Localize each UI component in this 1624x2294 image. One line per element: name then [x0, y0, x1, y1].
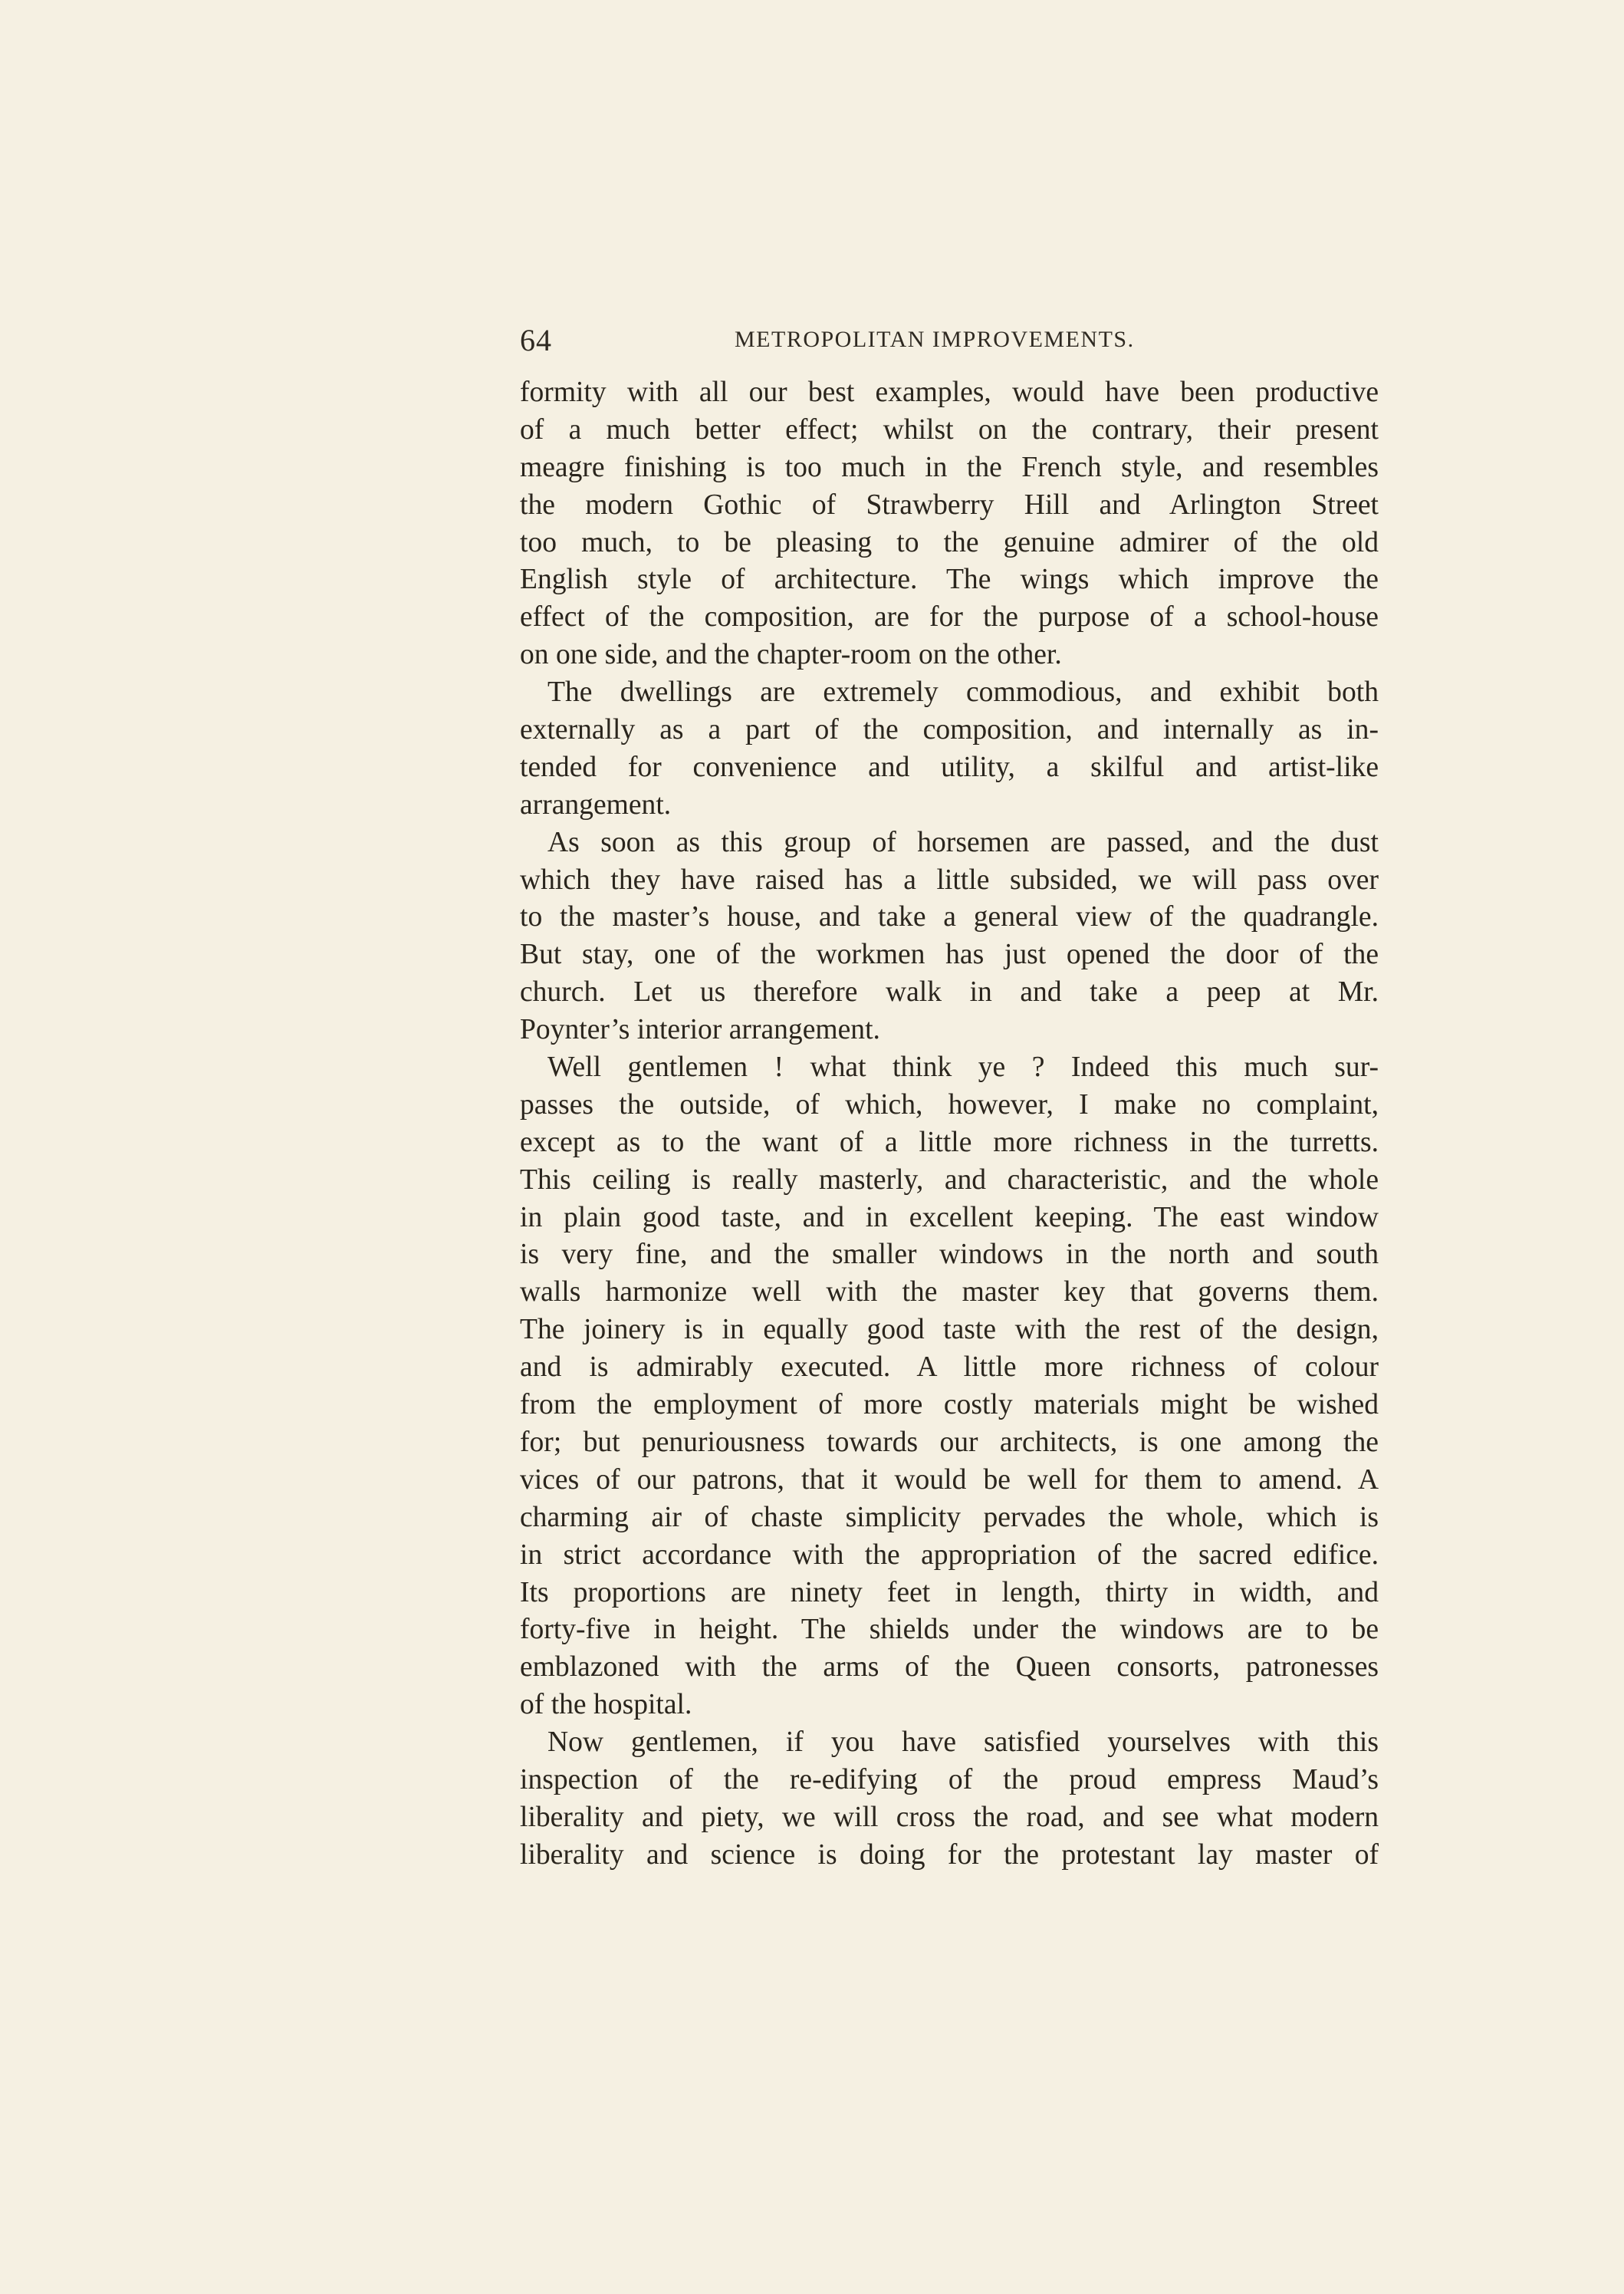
running-head: METROPOLITAN IMPROVEMENTS.: [735, 327, 1135, 352]
text-line: externally as a part of the composition, and internally as in-: [520, 714, 1379, 746]
text-line: effect of the composition, are for the purpose of a school-house: [520, 601, 1379, 634]
text-line: too much, to be pleasing to the genuine admirer of the old: [520, 526, 1379, 558]
text-line: forty-five in height. The shields under the windows are to be: [520, 1614, 1379, 1646]
text-line: liberality and piety, we will cross the road, and see what modern: [520, 1801, 1379, 1833]
text-line: which they have raised has a little subsided, we will pass over: [520, 864, 1379, 896]
text-line: liberality and science is doing for the protestant lay master of: [520, 1838, 1379, 1871]
text-line: and is admirably executed. A little more richness of colour: [520, 1351, 1379, 1384]
body-text: [520, 374, 1379, 1874]
text-line: tended for convenience and utility, a skilful and artist-like: [520, 751, 1379, 783]
text-line: is very fine, and the smaller windows in the north and south: [520, 1239, 1379, 1271]
text-line: arrangement.: [520, 788, 672, 821]
text-line: for; but penuriousness towards our architects, is one among the: [520, 1426, 1379, 1458]
text-line: charming air of chaste simplicity pervades the whole, which is: [520, 1501, 1379, 1533]
text-line: As soon as this group of horsemen are passed, and the dust: [547, 826, 1379, 858]
text-line: of the hospital.: [520, 1689, 692, 1721]
text-line: English style of architecture. The wings which improve the: [520, 564, 1379, 596]
text-line: except as to the want of a little more richness in the turretts.: [520, 1126, 1379, 1158]
text-line: to the master’s house, and take a general view of the quadrangle.: [520, 901, 1379, 933]
text-line: But stay, one of the workmen has just opened the door of the: [520, 939, 1379, 971]
text-line: of a much better effect; whilst on the contrary, their present: [520, 413, 1379, 446]
text-line: meagre finishing is too much in the French style, and resembles: [520, 451, 1379, 483]
text-line: passes the outside, of which, however, I make no complaint,: [520, 1088, 1379, 1121]
page-header: [520, 322, 1371, 368]
text-line: on one side, and the chapter-room on the other.: [520, 639, 1062, 671]
page-number: 64: [520, 323, 552, 357]
text-line: The joinery is in equally good taste with the rest of the design,: [520, 1314, 1379, 1346]
text-line: from the employment of more costly materials might be wished: [520, 1389, 1379, 1421]
text-line: Its proportions are ninety feet in length, thirty in width, and: [520, 1576, 1379, 1608]
text-line: emblazoned with the arms of the Queen consorts, patronesses: [520, 1651, 1379, 1683]
text-line: Well gentlemen ! what think ye ? Indeed this much sur-: [547, 1052, 1379, 1084]
text-line: walls harmonize well with the master key that governs them.: [520, 1276, 1379, 1308]
text-line: Now gentlemen, if you have satisfied yourselves with this: [547, 1726, 1379, 1759]
text-line: vices of our patrons, that it would be well for them to amend. A: [520, 1463, 1379, 1496]
text-line: inspection of the re-edifying of the proud empress Maud’s: [520, 1763, 1379, 1795]
text-line: Poynter’s interior arrangement.: [520, 1014, 880, 1046]
text-line: This ceiling is really masterly, and characteristic, and the whole: [520, 1163, 1379, 1196]
text-line: church. Let us therefore walk in and take a peep at Mr.: [520, 976, 1379, 1009]
text-line: formity with all our best examples, would have been productive: [520, 377, 1379, 408]
text-line: in strict accordance with the appropriation of the sacred edifice.: [520, 1539, 1379, 1571]
text-line: the modern Gothic of Strawberry Hill and Arlington Street: [520, 489, 1379, 521]
text-line: The dwellings are extremely commodious, and exhibit both: [547, 676, 1379, 709]
text-line: in plain good taste, and in excellent keeping. The east window: [520, 1201, 1379, 1233]
